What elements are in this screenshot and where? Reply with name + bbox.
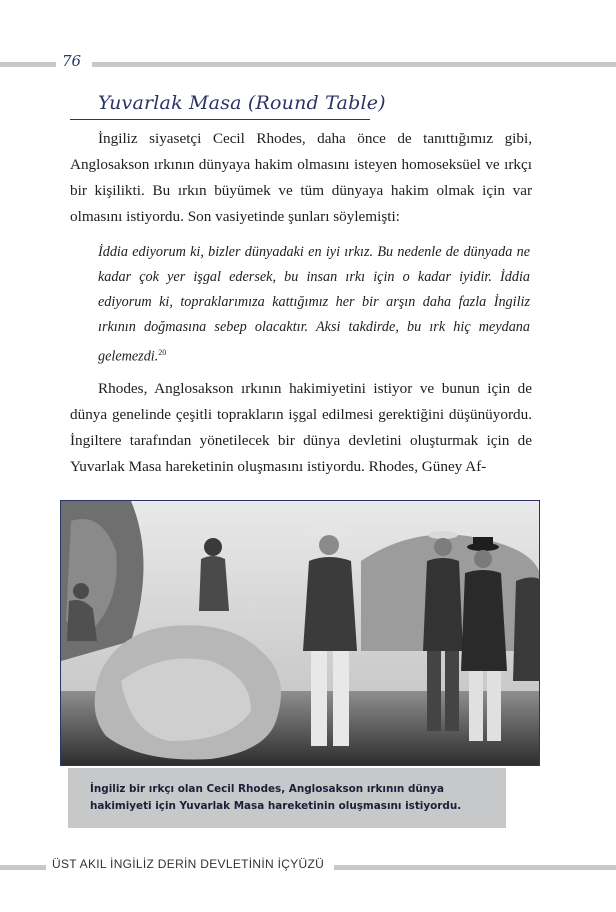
running-footer: ÜST AKIL İNGİLİZ DERİN DEVLETİNİN İÇYÜZÜ bbox=[52, 857, 325, 871]
block-quote bbox=[98, 240, 530, 370]
historical-photo bbox=[60, 500, 540, 766]
footer-rule-left bbox=[0, 865, 46, 870]
paragraph-intro: İngiliz siyasetçi Cecil Rhodes, daha önce de tanıttığımız gibi, Anglosakson ırkının dünyaya hakim olmasını isteyen homoseksüel ve ırkçı bir kişilikti. Bu ırkın büyümek ve tüm dünyaya hakim olmak için var olmasını istiyordu. Son vasiyetinde şunları söylemişti: bbox=[70, 130, 532, 225]
figure-caption: İngiliz bir ırkçı olan Cecil Rhodes, Anglosakson ırkının dünya hakimiyeti için Yuvarlak Masa hareketinin oluşmasını istiyordu. bbox=[90, 783, 462, 812]
header-rule-left bbox=[0, 62, 56, 67]
header-rule-right bbox=[92, 62, 616, 67]
footer-rule-right bbox=[334, 865, 616, 870]
paragraph-rhodes: Rhodes, Anglosakson ırkının hakimiyetini istiyor ve bunun için de dünya genelinde çeşitli toprakların işgal edilmesi gerektiğini düşünüyordu. İngiltere tarafından yönetilecek bir dünya devletini oluşturmak için de Yuvarlak Masa hareketinin oluşmasını istiyordu. Rhodes, Güney Af- bbox=[70, 380, 532, 475]
section-title: Yuvarlak Masa (Round Table) bbox=[98, 92, 386, 114]
quote-text: İddia ediyorum ki, bizler dünyadaki en iyi ırkız. Bu nedenle de dünyada ne kadar çok yer işgal edersek, bu insan ırkı için o kadar iyidir. İddia ediyorum ki, topraklarımıza kattığımız her bir arşın daha fazla İngiliz ırkının doğmasına sebep olacaktır. Aksi takdirde, bu ırk hiç meydana gelemezdi. bbox=[98, 244, 530, 365]
footnote-marker: 20 bbox=[158, 348, 167, 357]
section-title-underline bbox=[70, 119, 370, 120]
figure-caption-box bbox=[68, 768, 506, 828]
page-number: 76 bbox=[62, 52, 82, 70]
photo-illustration bbox=[61, 501, 539, 765]
